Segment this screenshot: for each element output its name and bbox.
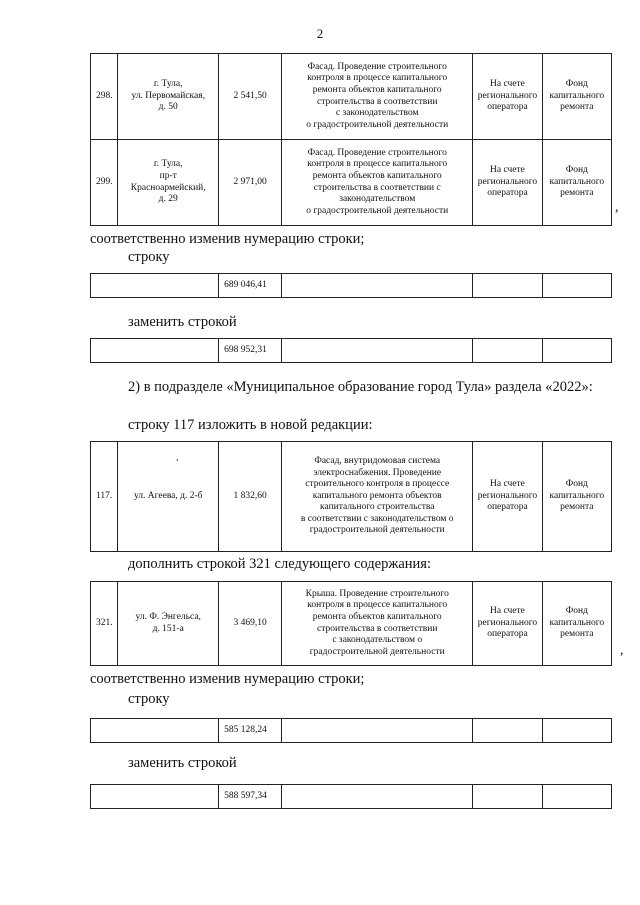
renumber-text: соответственно изменив нумерацию строки; <box>90 671 365 687</box>
amount-cell: 2 971,00 <box>219 140 282 226</box>
replace-text: заменить строкой <box>128 314 237 330</box>
empty-cell <box>282 274 473 298</box>
amount-cell: 3 469,10 <box>219 582 282 666</box>
address-cell <box>118 582 219 666</box>
account-cell <box>473 54 542 140</box>
renumber-text: соответственно изменив нумерацию строки; <box>90 231 365 247</box>
work-line: строительного контроля в процессе <box>305 479 450 490</box>
total-amount-cell: 588 597,34 <box>219 785 282 809</box>
total-row-old-2 <box>90 718 612 743</box>
work-line: Крыша. Проведение строительного <box>305 588 449 599</box>
account-line: оператора <box>487 188 528 199</box>
table-row-117 <box>90 441 612 552</box>
address-cell <box>118 140 219 226</box>
fund-line: капитального <box>549 490 605 501</box>
row-117-text: строку 117 изложить в новой редакции: <box>128 417 373 433</box>
empty-cell <box>542 339 611 363</box>
row-number: 299. <box>91 140 118 226</box>
empty-cell <box>473 785 542 809</box>
empty-cell <box>282 719 473 743</box>
work-line: капитального ремонта объектов <box>312 490 442 501</box>
account-line: регионального <box>477 176 538 187</box>
work-description-cell <box>282 582 473 666</box>
address-line: пр-т <box>159 170 177 181</box>
fund-line: капитального <box>549 176 605 187</box>
table-row-321 <box>90 581 612 666</box>
account-line: регионального <box>477 617 538 628</box>
work-line: ремонта объектов капитального <box>312 84 442 95</box>
account-line: На счете <box>490 479 525 490</box>
fund-cell <box>542 442 611 552</box>
table-rows-298-299 <box>90 53 612 226</box>
work-description-cell <box>282 140 473 226</box>
row-number: 321. <box>91 582 118 666</box>
empty-cell <box>473 339 542 363</box>
table-row <box>91 274 612 298</box>
work-line: о градостроительной деятельности <box>306 119 449 130</box>
empty-cell <box>91 274 219 298</box>
work-line: градостроительной деятельности <box>309 646 445 657</box>
account-cell <box>473 582 542 666</box>
address-line: г. Тула, <box>153 79 183 90</box>
address-line: д. 151-а <box>152 623 184 634</box>
trailing-comma: , <box>615 200 619 215</box>
account-line: оператора <box>487 502 528 513</box>
work-line: с законодательством о <box>332 635 423 646</box>
work-line: электроснабжения. Проведение <box>313 467 442 478</box>
fund-line: ремонта <box>560 502 594 513</box>
table-row <box>91 582 612 666</box>
empty-cell <box>473 274 542 298</box>
account-line: регионального <box>477 90 538 101</box>
fund-line: ремонта <box>560 629 594 640</box>
amount-cell: 2 541,50 <box>219 54 282 140</box>
empty-cell <box>91 339 219 363</box>
section-2-paragraph: 2) в подразделе «Муниципальное образование город Тула» раздела «2022»: <box>128 379 593 395</box>
amount-cell: 1 832,60 <box>219 442 282 552</box>
fund-line: Фонд <box>565 79 588 90</box>
work-line: строительства в соответствии <box>317 623 438 634</box>
total-amount-cell: 585 128,24 <box>219 719 282 743</box>
total-row-new-1 <box>90 338 612 363</box>
fund-line: ремонта <box>560 188 594 199</box>
fund-line: капитального <box>549 617 605 628</box>
work-line: ремонта объектов капитального <box>312 611 442 622</box>
fund-line: Фонд <box>565 606 588 617</box>
address-line: ул. Агеева, д. 2-б <box>133 490 203 501</box>
work-line: Фасад. Проведение строительного <box>307 147 447 158</box>
empty-cell <box>542 719 611 743</box>
row-label-text: строку <box>128 691 170 707</box>
work-line: контроля в процессе капитального <box>307 73 448 84</box>
address-line: д. 50 <box>158 102 178 113</box>
address-line: г. Тула, <box>153 159 183 170</box>
row-number: 117. <box>91 442 118 552</box>
table-row <box>91 785 612 809</box>
account-line: оператора <box>487 102 528 113</box>
work-line: строительства в соответствии с <box>313 182 441 193</box>
fund-line: капитального <box>549 90 605 101</box>
add-row-321-text: дополнить строкой 321 следующего содержания: <box>128 556 431 572</box>
address-line: Красноармейский, <box>130 182 206 193</box>
total-amount-cell: 698 952,31 <box>219 339 282 363</box>
fund-cell <box>542 54 611 140</box>
account-line: На счете <box>490 165 525 176</box>
account-cell <box>473 140 542 226</box>
empty-cell <box>282 785 473 809</box>
empty-cell <box>91 785 219 809</box>
work-line: о градостроительной деятельности <box>306 205 449 216</box>
fund-line: Фонд <box>565 165 588 176</box>
work-line: Фасад. Проведение строительного <box>307 61 447 72</box>
trailing-comma: , <box>620 643 624 658</box>
account-line: регионального <box>477 490 538 501</box>
account-line: На счете <box>490 79 525 90</box>
total-row-old-1 <box>90 273 612 298</box>
stray-mark: ' <box>176 458 179 469</box>
table-row <box>91 719 612 743</box>
work-line: градостроительной деятельности <box>309 525 445 536</box>
work-description-cell <box>282 54 473 140</box>
empty-cell <box>542 274 611 298</box>
work-line: с законодательством <box>335 108 419 119</box>
account-cell <box>473 442 542 552</box>
row-label-text: строку <box>128 249 170 265</box>
row-number: 298. <box>91 54 118 140</box>
work-line: в соответствии с законодательством о <box>300 513 454 524</box>
total-amount-cell: 689 046,41 <box>219 274 282 298</box>
fund-cell <box>542 582 611 666</box>
table-row-299 <box>91 140 612 226</box>
account-line: оператора <box>487 629 528 640</box>
work-line: Фасад, внутридомовая система <box>314 455 441 466</box>
empty-cell <box>91 719 219 743</box>
work-line: контроля в процессе капитального <box>307 600 448 611</box>
address-line: д. 29 <box>158 194 178 205</box>
address-cell <box>118 54 219 140</box>
work-line: строительства в соответствии <box>317 96 438 107</box>
account-line: На счете <box>490 606 525 617</box>
empty-cell <box>542 785 611 809</box>
table-row <box>91 339 612 363</box>
fund-line: Фонд <box>565 479 588 490</box>
replace-text: заменить строкой <box>128 755 237 771</box>
table-row-298 <box>91 54 612 140</box>
fund-cell <box>542 140 611 226</box>
address-cell <box>118 442 219 552</box>
work-line: ремонта объектов капитального <box>312 170 442 181</box>
work-line: законодательством <box>339 194 416 205</box>
address-line: ул. Ф. Энгельса, <box>135 611 201 622</box>
table-row <box>91 442 612 552</box>
fund-line: ремонта <box>560 102 594 113</box>
work-description-cell <box>282 442 473 552</box>
work-line: контроля в процессе капитального <box>307 159 448 170</box>
address-line: ул. Первомайская, <box>131 90 205 101</box>
work-line: капитального строительства <box>320 502 435 513</box>
total-row-new-2 <box>90 784 612 809</box>
empty-cell <box>282 339 473 363</box>
empty-cell <box>473 719 542 743</box>
page-number: 2 <box>316 26 324 41</box>
